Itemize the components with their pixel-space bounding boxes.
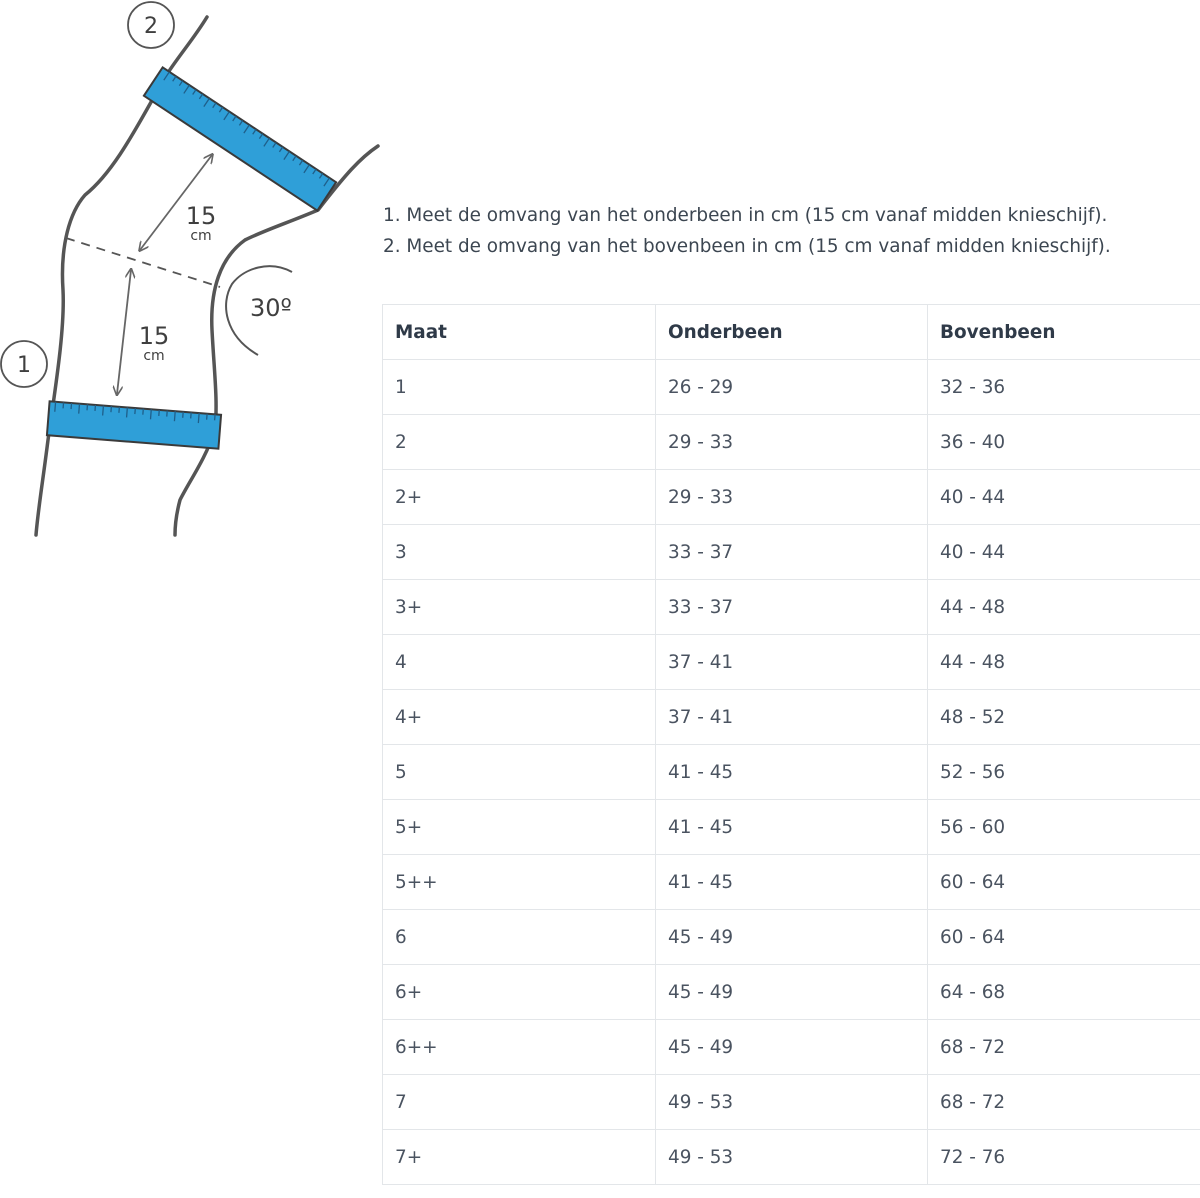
cell-size: 6++ (383, 1020, 656, 1075)
cell-size: 2 (383, 415, 656, 470)
cell-lower-leg: 41 - 45 (656, 800, 928, 855)
cell-lower-leg: 41 - 45 (656, 745, 928, 800)
cell-lower-leg: 37 - 41 (656, 690, 928, 745)
marker-lower-label: 1 (17, 353, 31, 378)
cell-size: 3+ (383, 580, 656, 635)
table-row (383, 965, 1200, 1020)
instruction-upper-leg: 2. Meet de omvang van het bovenbeen in cm (15 cm vanaf midden knieschijf). (383, 236, 1111, 257)
cell-upper-leg: 56 - 60 (928, 800, 1200, 855)
cell-lower-leg: 29 - 33 (656, 470, 928, 525)
table-row (383, 415, 1200, 470)
cell-upper-leg: 32 - 36 (928, 360, 1200, 415)
cell-size: 6+ (383, 965, 656, 1020)
cell-upper-leg: 68 - 72 (928, 1075, 1200, 1130)
cell-upper-leg: 64 - 68 (928, 965, 1200, 1020)
lower-measuring-tape (47, 401, 221, 448)
cell-lower-leg: 33 - 37 (656, 525, 928, 580)
marker-upper-label: 2 (144, 14, 158, 39)
cell-size: 3 (383, 525, 656, 580)
cell-lower-leg: 49 - 53 (656, 1075, 928, 1130)
cell-upper-leg: 44 - 48 (928, 635, 1200, 690)
table-row (383, 690, 1200, 745)
table-row (383, 470, 1200, 525)
cell-lower-leg: 41 - 45 (656, 855, 928, 910)
cell-lower-leg: 49 - 53 (656, 1130, 928, 1185)
cell-size: 2+ (383, 470, 656, 525)
table-header-row (383, 305, 1200, 360)
cell-size: 5+ (383, 800, 656, 855)
cell-lower-leg: 33 - 37 (656, 580, 928, 635)
cell-size: 7 (383, 1075, 656, 1130)
table-row (383, 745, 1200, 800)
upper-distance-value: 15 (185, 202, 217, 230)
cell-upper-leg: 52 - 56 (928, 745, 1200, 800)
lower-distance-unit: cm (143, 348, 165, 364)
lower-distance-arrow (117, 270, 131, 394)
cell-lower-leg: 45 - 49 (656, 965, 928, 1020)
instruction-lower-leg: 1. Meet de omvang van het onderbeen in cm (15 cm vanaf midden knieschijf). (383, 205, 1108, 226)
cell-lower-leg: 45 - 49 (656, 1020, 928, 1075)
header-upper-leg: Bovenbeen (928, 305, 1200, 360)
cell-size: 5++ (383, 855, 656, 910)
cell-upper-leg: 60 - 64 (928, 855, 1200, 910)
cell-upper-leg: 60 - 64 (928, 910, 1200, 965)
header-size: Maat (383, 305, 656, 360)
upper-distance-unit: cm (190, 228, 212, 244)
cell-upper-leg: 48 - 52 (928, 690, 1200, 745)
table-row (383, 1130, 1200, 1185)
table-row (383, 360, 1200, 415)
cell-lower-leg: 29 - 33 (656, 415, 928, 470)
table-row (383, 855, 1200, 910)
cell-size: 5 (383, 745, 656, 800)
measurement-instructions (383, 200, 1111, 262)
cell-size: 6 (383, 910, 656, 965)
cell-size: 4+ (383, 690, 656, 745)
cell-upper-leg: 44 - 48 (928, 580, 1200, 635)
cell-upper-leg: 40 - 44 (928, 470, 1200, 525)
size-chart-table (382, 304, 1200, 1185)
cell-lower-leg: 45 - 49 (656, 910, 928, 965)
cell-upper-leg: 68 - 72 (928, 1020, 1200, 1075)
cell-size: 1 (383, 360, 656, 415)
cell-lower-leg: 37 - 41 (656, 635, 928, 690)
table-row (383, 635, 1200, 690)
header-lower-leg: Onderbeen (656, 305, 928, 360)
cell-size: 7+ (383, 1130, 656, 1185)
cell-upper-leg: 36 - 40 (928, 415, 1200, 470)
knee-measurement-diagram (0, 0, 380, 560)
table-row (383, 910, 1200, 965)
upper-measuring-tape (144, 67, 336, 210)
table-row (383, 525, 1200, 580)
angle-label: 30º (250, 294, 292, 322)
cell-size: 4 (383, 635, 656, 690)
cell-upper-leg: 40 - 44 (928, 525, 1200, 580)
table-row (383, 1020, 1200, 1075)
lower-distance-value: 15 (138, 322, 170, 350)
table-row (383, 800, 1200, 855)
cell-upper-leg: 72 - 76 (928, 1130, 1200, 1185)
table-row (383, 1075, 1200, 1130)
table-row (383, 580, 1200, 635)
cell-lower-leg: 26 - 29 (656, 360, 928, 415)
